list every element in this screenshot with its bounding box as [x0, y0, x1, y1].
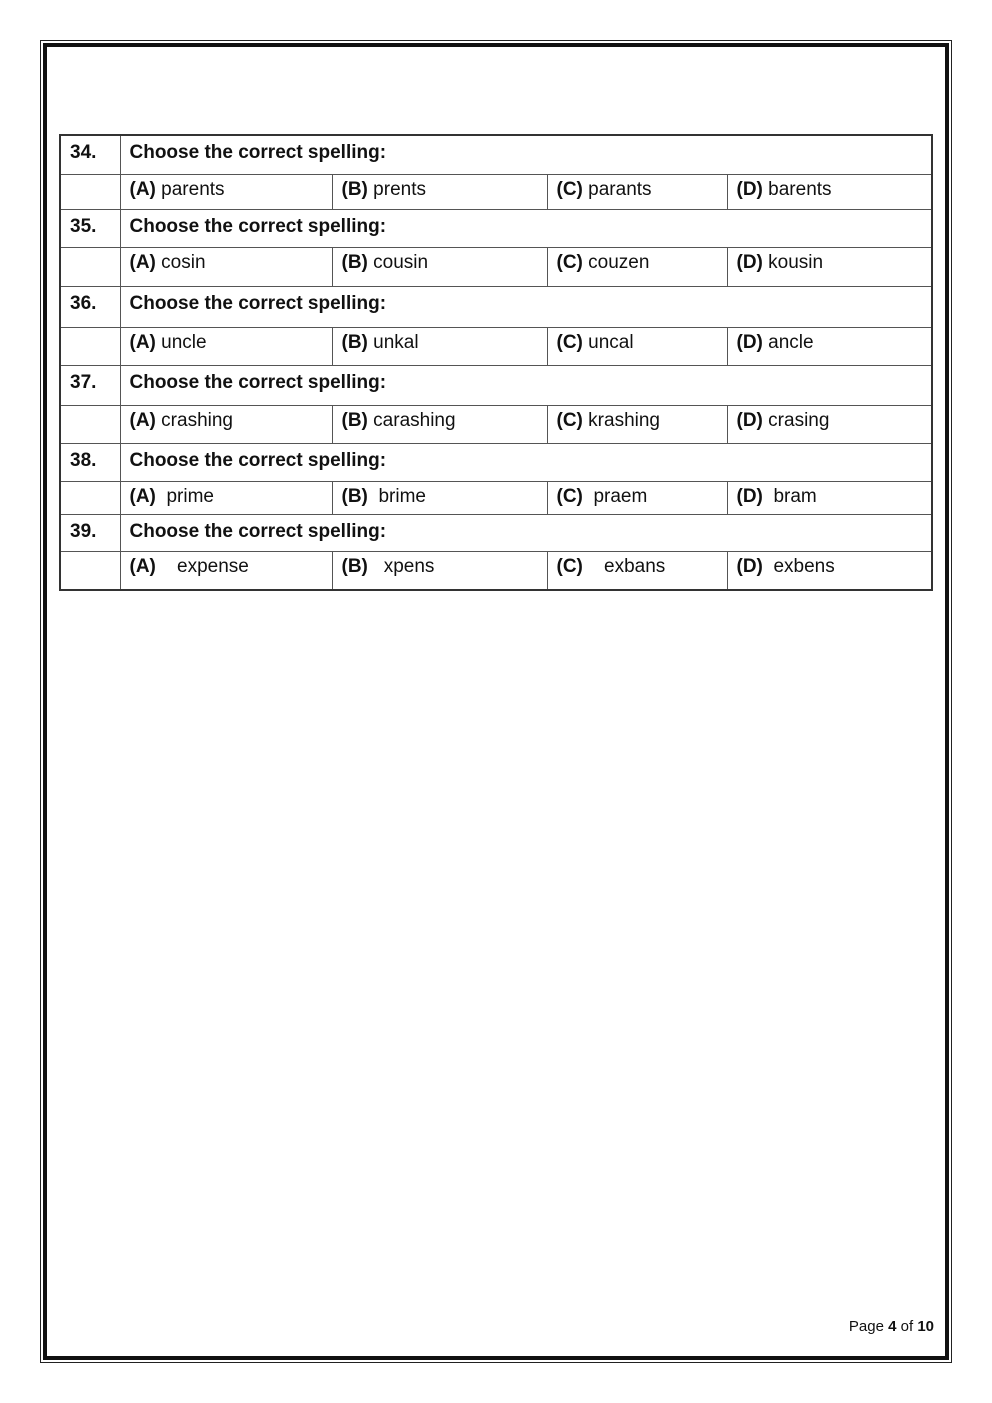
- number-spacer: [60, 551, 120, 590]
- question-number: 37.: [60, 365, 120, 405]
- option-b[interactable]: (B) xpens: [332, 551, 547, 590]
- number-spacer: [60, 247, 120, 286]
- option-d[interactable]: (D) crasing: [727, 405, 932, 443]
- options-row: [60, 247, 932, 286]
- question-prompt: Choose the correct spelling:: [120, 443, 932, 481]
- questions-table: [59, 134, 933, 591]
- options-row: [60, 405, 932, 443]
- option-d[interactable]: (D) kousin: [727, 247, 932, 286]
- option-d[interactable]: (D) ancle: [727, 327, 932, 365]
- page-total: 10: [917, 1318, 934, 1335]
- page-footer: [849, 1318, 934, 1335]
- page-word: Page: [848, 1318, 884, 1335]
- question-number: 39.: [60, 514, 120, 551]
- options-row: [60, 481, 932, 514]
- number-spacer: [60, 174, 120, 209]
- question-prompt: Choose the correct spelling:: [120, 135, 932, 174]
- option-b[interactable]: (B) unkal: [332, 327, 547, 365]
- question-row: [60, 443, 932, 481]
- of-word: of: [900, 1318, 914, 1335]
- option-b[interactable]: (B) cousin: [332, 247, 547, 286]
- option-c[interactable]: (C) uncal: [547, 327, 727, 365]
- option-d[interactable]: (D) barents: [727, 174, 932, 209]
- options-row: [60, 551, 932, 590]
- question-prompt: Choose the correct spelling:: [120, 365, 932, 405]
- option-d[interactable]: (D) exbens: [727, 551, 932, 590]
- option-b[interactable]: (B) brime: [332, 481, 547, 514]
- option-a[interactable]: (A) parents: [120, 174, 332, 209]
- question-prompt: Choose the correct spelling:: [120, 514, 932, 551]
- option-b[interactable]: (B) carashing: [332, 405, 547, 443]
- option-c[interactable]: (C) praem: [547, 481, 727, 514]
- option-a[interactable]: (A) cosin: [120, 247, 332, 286]
- option-d[interactable]: (D) bram: [727, 481, 932, 514]
- question-row: [60, 286, 932, 327]
- number-spacer: [60, 327, 120, 365]
- question-prompt: Choose the correct spelling:: [120, 209, 932, 247]
- option-c[interactable]: (C) exbans: [547, 551, 727, 590]
- option-a[interactable]: (A) uncle: [120, 327, 332, 365]
- question-row: [60, 365, 932, 405]
- question-number: 35.: [60, 209, 120, 247]
- option-c[interactable]: (C) krashing: [547, 405, 727, 443]
- option-a[interactable]: (A) crashing: [120, 405, 332, 443]
- question-row: [60, 209, 932, 247]
- question-number: 34.: [60, 135, 120, 174]
- number-spacer: [60, 405, 120, 443]
- option-a[interactable]: (A) prime: [120, 481, 332, 514]
- question-number: 38.: [60, 443, 120, 481]
- options-row: [60, 174, 932, 209]
- option-c[interactable]: (C) couzen: [547, 247, 727, 286]
- options-row: [60, 327, 932, 365]
- question-row: [60, 135, 932, 174]
- number-spacer: [60, 481, 120, 514]
- question-row: [60, 514, 932, 551]
- page-current: 4: [888, 1318, 897, 1335]
- option-b[interactable]: (B) prents: [332, 174, 547, 209]
- question-number: 36.: [60, 286, 120, 327]
- option-a[interactable]: (A) expense: [120, 551, 332, 590]
- question-prompt: Choose the correct spelling:: [120, 286, 932, 327]
- option-c[interactable]: (C) parants: [547, 174, 727, 209]
